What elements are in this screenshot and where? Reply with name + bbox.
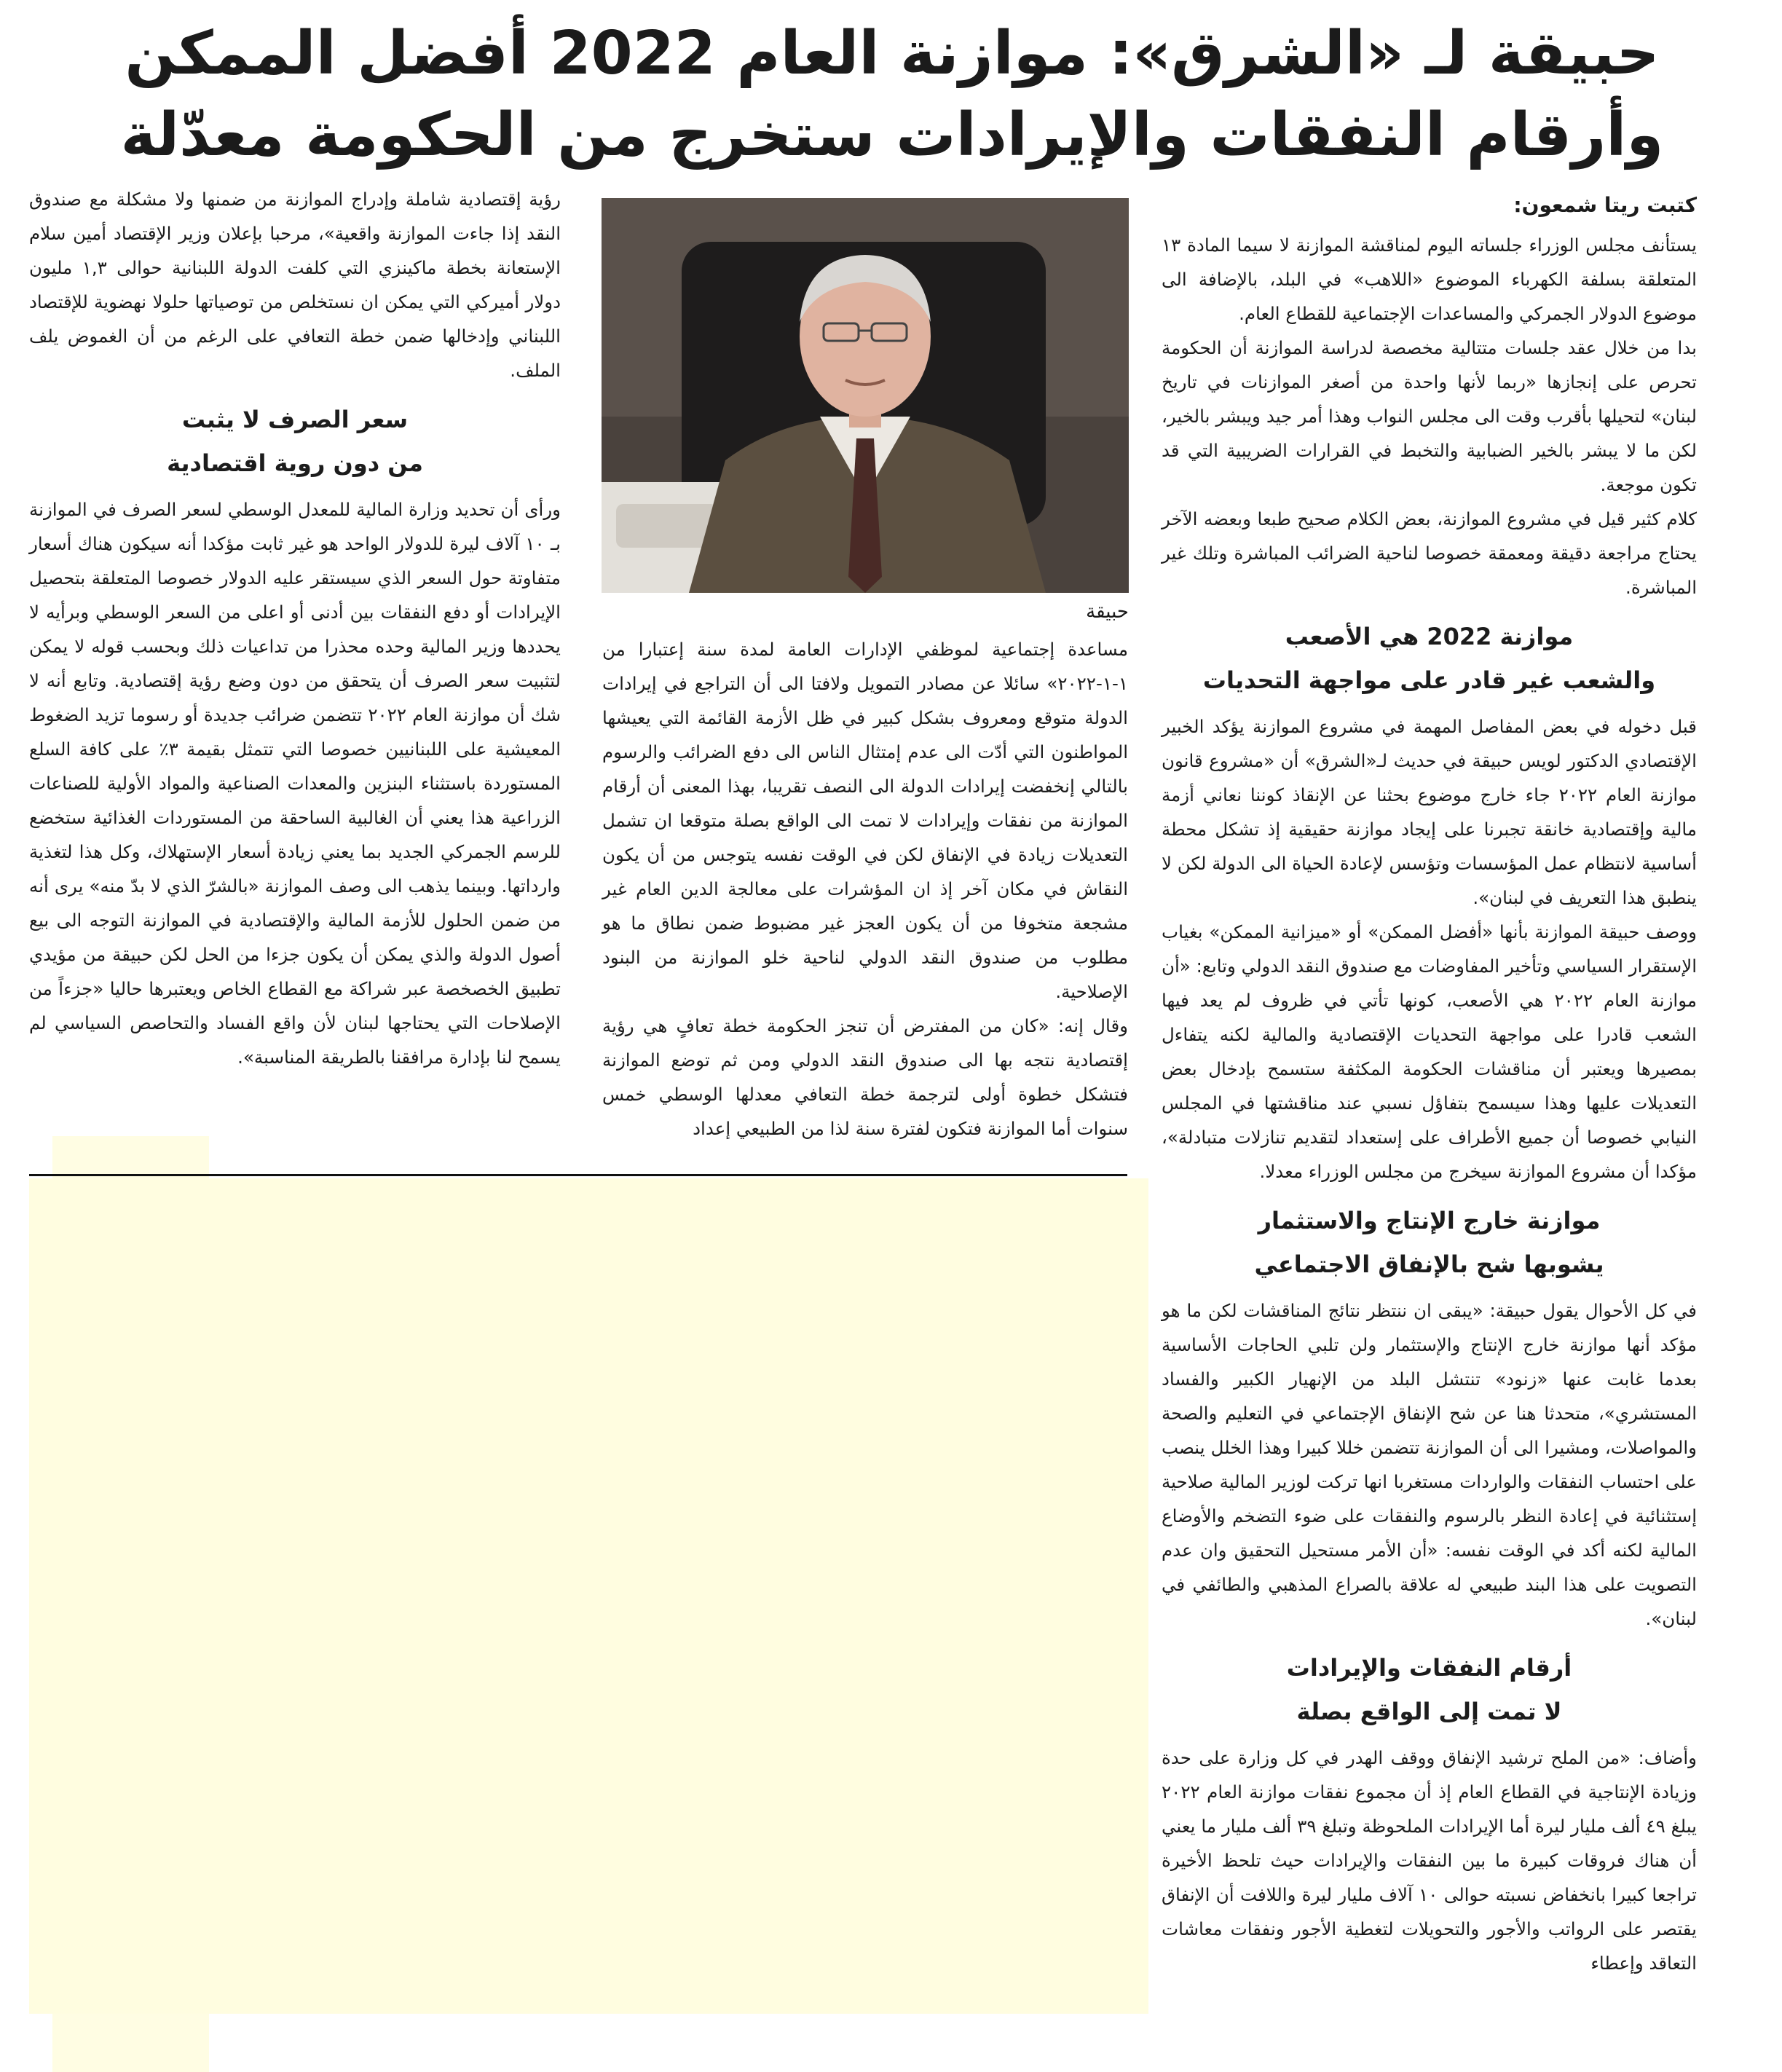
subheading-line: من دون روية اقتصادية (167, 449, 423, 477)
paragraph: بدا من خلال عقد جلسات متتالية مخصصة لدراسة الموازنة أن الحكومة تحرص على إنجازها «ربما لأنها واحدة من أصغر الموازنات في تاريخ لبنان» لتحيلها بأقرب وقت الى مجلس النواب وهذا أمر جيد ويبشر بالخير، لكن ما لا يبشر بالخير الضبابية والتخبط في القرارات الضريبية التي قد تكون موجعة. (1162, 337, 1697, 495)
subheading (1162, 1199, 1697, 1286)
subheading-line: موازنة 2022 هي الأصعب (1285, 623, 1574, 650)
subheading (1162, 615, 1697, 702)
byline: كتبت ريتا شمعون: (1513, 193, 1697, 217)
subheading-line: لا تمت إلى الواقع بصلة (1296, 1698, 1562, 1725)
photo-caption: حبيقة (1086, 601, 1129, 623)
paragraph: قبل دخوله في بعض المفاصل المهمة في مشروع الموازنة يؤكد الخبير الإقتصادي الدكتور لويس حبيقة في حديث لـ«الشرق» أن «مشروع قانون موازنة العام ٢٠٢٢ جاء خارج موضوع بحثنا عن الإنقاذ كوننا نعاني أزمة مالية وإقتصادية خانقة تجبرنا على إيجاد موازنة حقيقية إذ تشكل محطة أساسية لانتظام عمل المؤسسات وتؤسس لإعادة الحياة الى الدولة لكن لا ينطبق هذا التعريف في لبنان». (1162, 716, 1697, 908)
subheading-line: يشوبها شح بالإنفاق الاجتماعي (1254, 1250, 1604, 1278)
paragraph: كلام كثير قيل في مشروع الموازنة، بعض الكلام صحيح طبعا وبعضه الآخر يحتاج مراجعة دقيقة ومعمقة خصوصا لناحية الضرائب المباشرة وتلك غير المباشرة. (1162, 508, 1697, 598)
article-column-right (1162, 188, 1697, 1980)
portrait-photo (602, 198, 1129, 593)
paragraph: مساعدة إجتماعية لموظفي الإدارات العامة لمدة سنة إعتبارا من ١-١-٢٠٢٢» سائلا عن مصادر التمويل ولافتا الى أن التراجع في إيرادات الدولة متوقع ومعروف بشكل كبير في ظل الأزمة القائمة التي يعيشها المواطنون التي أدّت الى عدم إمتثال الناس الى دفع الضرائب والرسوم بالتالي إنخفضت إيرادات الدولة الى النصف تقريبا، بهذا المعنى أن أرقام الموازنة من نفقات وإيرادات لا تمت الى الواقع بصلة متوقعا ان تشمل التعديلات زيادة في الإنفاق لكن في الوقت نفسه يتوجس من أن يكون النقاش في مكان آخر إذ ان المؤشرات على معالجة الدين العام غير مشجعة متخوفا من أن يكون العجز غير مضبوط ضمن نطاق ما هو مطلوب من صندوق النقد الدولي لناحية خلو الموازنة من البنود الإصلاحية. (602, 639, 1128, 1002)
paragraph: وقال إنه: «كان من المفترض أن تنجز الحكومة خطة تعافٍ هي رؤية إقتصادية نتجه بها الى صندوق النقد الدولي ومن ثم توضع الموازنة فتشكل خطوة أولى لترجمة خطة التعافي معدلها الوسطي خمس سنوات أما الموازنة فتكون لفترة سنة لذا من الطبيعي إعداد (602, 1015, 1128, 1139)
headline (109, 13, 1675, 176)
subheading-line: أرقام النفقات والإيرادات (1286, 1654, 1572, 1682)
paragraph: ووصف حبيقة الموازنة بأنها «أفضل الممكن» أو «ميزانية الممكن» بغياب الإستقرار السياسي وتأخير المفاوضات مع صندوق النقد الدولي وتابع: «أن موازنة العام ٢٠٢٢ هي الأصعب، كونها تأتي في ظروف لم يعد فيها الشعب قادرا على مواجهة التحديات الإقتصادية والمالية لكنه يتفاءل بمصيرها ويعتبر أن مناقشات الحكومة المكثفة ستسمح بإدخال بعض التعديلات عليها وهذا سيسمح بتفاؤل نسبي عند مناقشتها في المجلس النيابي خصوصا أن جميع الأطراف على إستعداد لتقديم تنازلات متبادلة»، مؤكدا أن مشروع الموازنة سيخرج من مجلس الوزراء معدلا. (1162, 921, 1697, 1182)
paragraph: في كل الأحوال يقول حبيقة: «يبقى ان ننتظر نتائج المناقشات لكن ما هو مؤكد أنها موازنة خارج الإنتاج والإستثمار ولن تلبي الحاجات الأساسية بعدما غابت عنها «زنود» تنتشل البلد من الإنهيار الكبير والفساد المستشري»، متحدثا هنا عن شح الإنفاق الإجتماعي في التعليم والصحة والمواصلات، ومشيرا الى أن الموازنة تتضمن خللا كبيرا وهذا الخلل ينصب على احتساب النفقات والواردات مستغربا انها تركت لوزير المالية صلاحية إستثنائية في إعادة النظر بالرسوم والنفقات على ضوء التضخم والأوضاع المالية لكنه أكد في الوقت نفسه: «أن الأمر مستحيل التحقيق وان عدم التصويت على هذا البند طبيعي له علاقة بالصراع المذهبي والطائفي في لبنان». (1162, 1300, 1697, 1629)
paragraph: وأضاف: «من الملح ترشيد الإنفاق ووقف الهدر في كل وزارة على حدة وزيادة الإنتاجية في القطاع العام إذ أن مجموع نفقات موازنة العام ٢٠٢٢ يبلغ ٤٩ ألف مليار ليرة أما الإيرادات الملحوظة وتبلغ ٣٩ ألف مليار ما يعني أن هناك فروقات كبيرة ما بين النفقات والإيرادات حيث تلحظ الأخيرة تراجعا كبيرا بانخفاض نسبته حوالى ١٠ آلاف مليار ليرة واللافت أن الإنفاق يقتصر على الرواتب والأجور والتحويلات لتغطية الأجور ونفقات معاشات التعاقد وإعطاء (1162, 1747, 1697, 1974)
subheading-line: سعر الصرف لا يثبت (181, 406, 409, 433)
article-column-middle (602, 632, 1128, 1146)
article-column-left (29, 182, 561, 1074)
subheading (1162, 1646, 1697, 1733)
subheading (29, 398, 561, 485)
headline-line-2: وأرقام النفقات والإيرادات ستخرج من الحكومة معدّلة (120, 101, 1664, 170)
paragraph: يستأنف مجلس الوزراء جلساته اليوم لمناقشة الموازنة لا سيما المادة ١٣ المتعلقة بسلفة الكهرباء الموضوع «اللاهب» في البلد، بالإضافة الى موضوع الدولار الجمركي والمساعدات الإجتماعية للقطاع العام. (1162, 235, 1697, 324)
subheading-line: موازنة خارج الإنتاج والاستثمار (1258, 1207, 1601, 1234)
paragraph: ورأى أن تحديد وزارة المالية للمعدل الوسطي لسعر الصرف في الموازنة بـ ١٠ آلاف ليرة للدولار الواحد هو غير ثابت مؤكدا أنه سيكون هناك أسعار متفاوتة حول السعر الذي سيستقر عليه الدولار خصوصا المتعلقة بتحصيل الإيرادات أو دفع النفقات بين أدنى أو اعلى من السعر الوسطي وبرأيه لا يحددها وزير المالية وحده محذرا من تداعيات ذلك وبحسب قوله لا يمكن لتثبيت سعر الصرف أن يتحقق من دون وضع رؤية إقتصادية. وتابع أنه لا شك أن موازنة العام ٢٠٢٢ تتضمن ضرائب جديدة أو رسوما تزيد الضغوط المعيشية على اللبنانيين خصوصا التي تتمثل بقيمة ٣٪ على كافة السلع المستوردة باستثناء البنزين والمعدات الصناعية والمواد الأولية للصناعات الزراعية هذا يعني أن الغالبية الساحقة من المستوردات الغذائية ستخضع للرسم الجمركي الجديد بما يعني زيادة أسعار الإستهلاك، وكل هذا لتغذية وارداتها. وبينما يذهب الى وصف الموازنة «بالشرّ الذي لا بدّ منه» يرى أنه من ضمن الحلول للأزمة المالية والإقتصادية في الموازنة التوجه الى بيع أصول الدولة والذي يمكن أن يكون جزءا من الحل لكن حبيقة من مؤيدي تطبيق الخصخصة عبر شراكة مع القطاع الخاص ويعتبرها حاليا «جزءاً من الإصلاحات التي يحتاجها لبنان لأن واقع الفساد والتحاصص السياسي لم يسمح لنا بإدارة مرافقنا بالطريقة المناسبة». (29, 499, 561, 1068)
headline-line-1: حبيقة لـ «الشرق»: موازنة العام 2022 أفضل الممكن (125, 19, 1660, 88)
subheading-line: والشعب غير قادر على مواجهة التحديات (1202, 666, 1656, 694)
paragraph: رؤية إقتصادية شاملة وإدراج الموازنة من ضمنها ولا مشكلة مع صندوق النقد إذا جاءت الموازنة واقعية»، مرحبا بإعلان وزير الإقتصاد أمين سلام الإستعانة بخطة ماكينزي التي كلفت الدولة اللبنانية حوالى ١,٣ مليون دولار أميركي التي يمكن ان نستخلص من توصياتها حلولا نهضوية للإقتصاد اللبناني وإدخالها ضمن خطة التعافي على الرغم من أن الغموض يلف الملف. (29, 189, 561, 381)
empty-ad-area (29, 1178, 1148, 2014)
divider-rule (29, 1174, 1127, 1176)
